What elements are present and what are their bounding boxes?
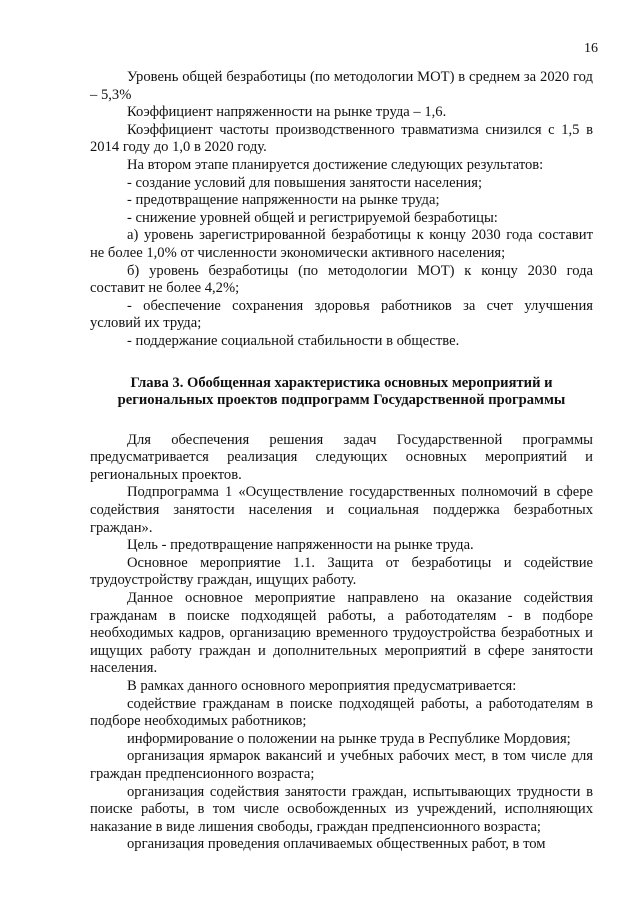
paragraph-second-stage: На втором этапе планируется достижение следующих результатов: (127, 156, 544, 173)
list-item-job-fairs: организация ярмарок вакансий и учебных рабочих мест, в том числе для граждан предпенсионного возраста; (90, 748, 593, 782)
list-item-tension-prevention: - предотвращение напряженности на рынке труда; (127, 192, 440, 209)
list-item-employment-conditions: - создание условий для повышения занятости населения; (127, 174, 483, 191)
page-number: 16 (584, 41, 598, 56)
paragraph-injury-rate: Коэффициент частоты производственного травматизма снизился с 1,5 в 2014 году до 1,0 в 2020 году. (90, 121, 593, 156)
paragraph-measure-framework: В рамках данного основного мероприятия предусматривается: (127, 678, 517, 694)
list-item-social-stability: - поддержание социальной стабильности в обществе. (127, 332, 460, 349)
paragraph-tension-coefficient: Коэффициент напряженности на рынке труда – 1,6. (127, 104, 447, 121)
paragraph-unemployment-level: Уровень общей безработицы (по методологии МОТ) в среднем за 2020 год – 5,3% (90, 69, 593, 103)
list-item-employment-support: организация содействия занятости граждан, испытывающих трудности в поиске работы, в том числе освобожденных из учреждений, исполняющих наказание в виде лишения свободы, граждан предпенсионного возраста; (90, 783, 593, 835)
list-item-labor-market-info: информирование о положении на рынке труда в Республике Мордовия; (127, 730, 571, 747)
list-item-unemployment-reduction: - снижение уровней общей и регистрируемой безработицы: (127, 209, 498, 226)
paragraph-subprogram-1: Подпрограмма 1 «Осуществление государственных полномочий в сфере содействия занятости населения и социальная поддержка безработных граждан». (90, 484, 593, 536)
list-item-registered-unemployment: а) уровень зарегистрированной безработицы к концу 2030 года составит не более 1,0% от численности экономически активного населения; (90, 227, 593, 261)
document-body (90, 69, 593, 854)
chapter-heading: Глава 3. Обобщенная характеристика основных мероприятий и региональных проектов подпрограмм Государственной программы (117, 374, 566, 409)
paragraph-program-intro: Для обеспечения решения задач Государственной программы предусматривается реализация следующих основных мероприятий и региональных проектов. (90, 431, 593, 483)
list-item-worker-health: - обеспечение сохранения здоровья работников за счет улучшения условий их труда; (90, 297, 593, 332)
list-item-ilo-unemployment: б) уровень безработицы (по методологии МОТ) к концу 2030 года составит не более 4,2%; (90, 262, 593, 297)
paragraph-main-measure-1-1: Основное мероприятие 1.1. Защита от безработицы и содействие трудоустройству граждан, ищущих работу. (90, 554, 593, 589)
paragraph-goal: Цель - предотвращение напряженности на рынке труда. (127, 537, 474, 554)
paragraph-measure-description: Данное основное мероприятие направлено на оказание содействия гражданам в поиске подходящей работы, а работодателям - в подборе необходимых кадров, организацию временного трудоустройства безработных и ищущих работу граждан и дополнительных мероприятий в сфере занятости населения. (90, 590, 593, 677)
list-item-job-search-assistance: содействие гражданам в поиске подходящей работы, а работодателям в подборе необходимых работников; (90, 695, 593, 730)
list-item-public-works: организация проведения оплачиваемых общественных работ, в том (127, 836, 546, 853)
